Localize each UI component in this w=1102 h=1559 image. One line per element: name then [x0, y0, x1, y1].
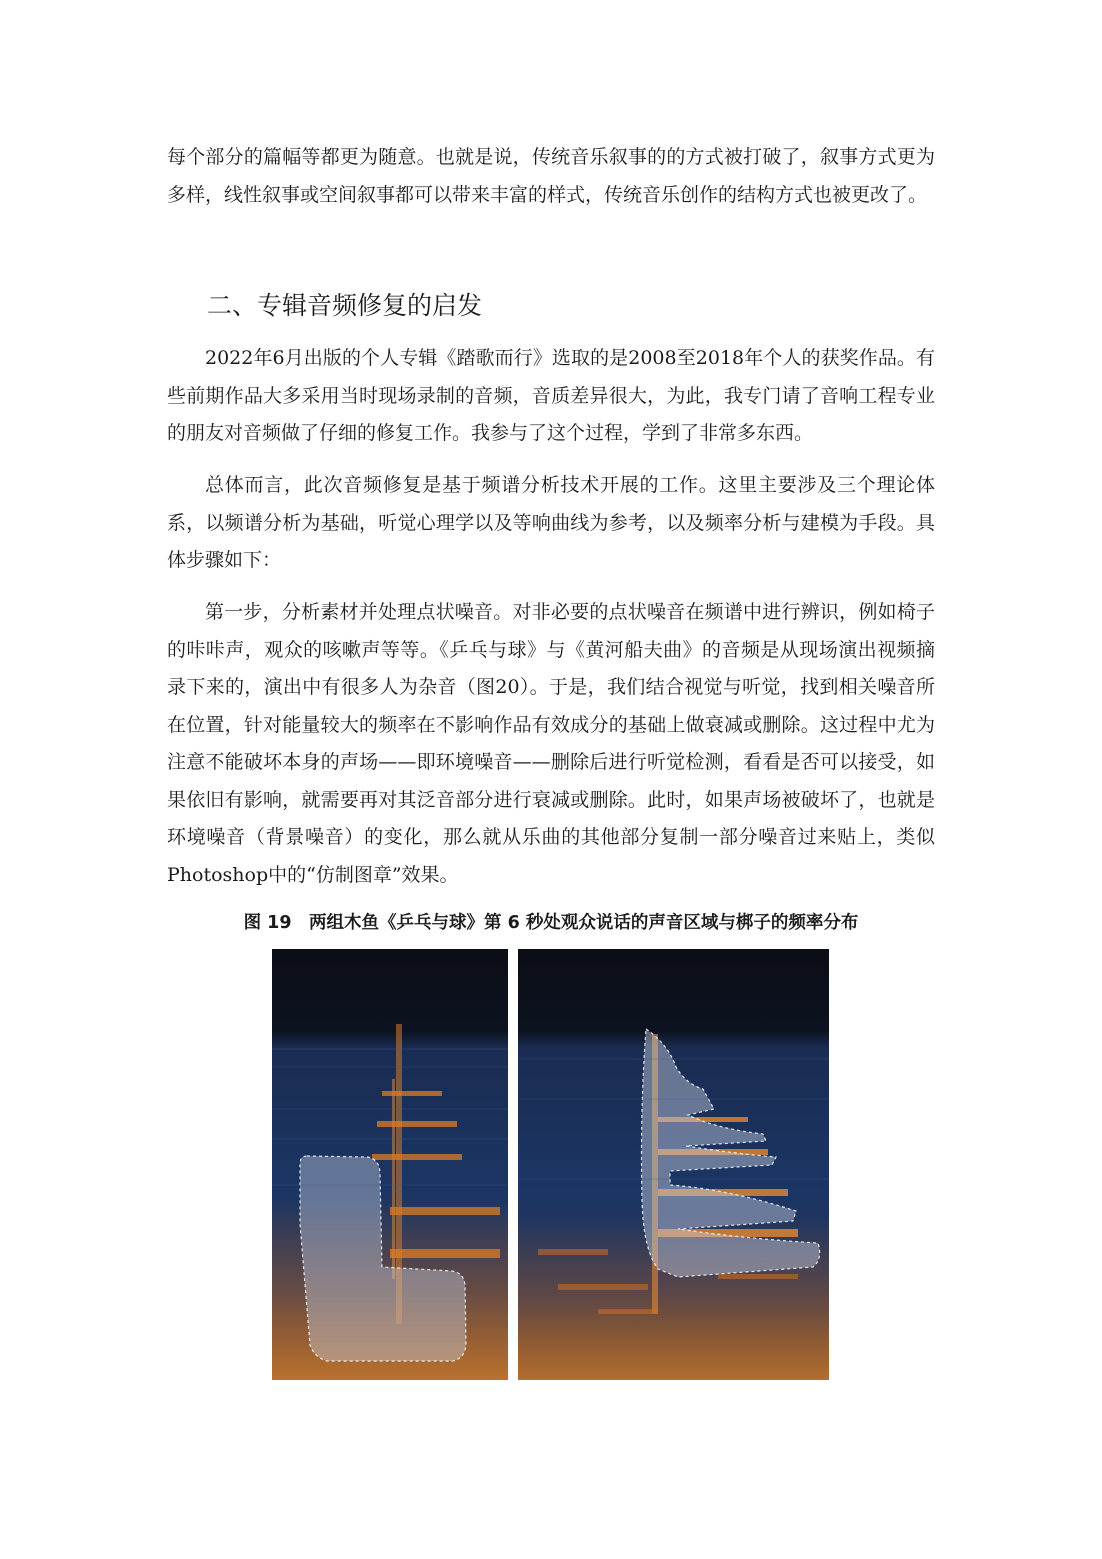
section-heading: 二、专辑音频修复的启发	[207, 291, 483, 320]
paragraph-album: 2022年6月出版的个人专辑《踏歌而行》选取的是2008至2018年个人的获奖作品。有些前期作品大多采用当时现场录制的音频，音质差异很大，为此，我专门请了音响工程专业的朋友对音频做了仔细的修复工作。我参与了这个过程，学到了非常多东西。	[167, 347, 935, 444]
paragraph-intro: 每个部分的篇幅等都更为随意。也就是说，传统音乐叙事的的方式被打破了，叙事方式更为多样，线性叙事或空间叙事都可以带来丰富的样式，传统音乐创作的结构方式也被更改了。	[167, 146, 935, 206]
paragraph-overall: 总体而言，此次音频修复是基于频谱分析技术开展的工作。这里主要涉及三个理论体系，以频谱分析为基础，听觉心理学以及等响曲线为参考，以及频率分析与建模为手段。具体步骤如下：	[167, 474, 935, 571]
spectrogram-right-graphic	[518, 949, 829, 1380]
spectrogram-left	[272, 949, 508, 1380]
spectrogram-right	[518, 949, 829, 1380]
figure-caption: 图 19 两组木鱼《乒乓与球》第 6 秒处观众说话的声音区域与梆子的频率分布	[243, 913, 859, 933]
spectrogram-left-graphic	[272, 949, 508, 1380]
paragraph-step1: 第一步，分析素材并处理点状噪音。对非必要的点状噪音在频谱中进行辨识，例如椅子的咔咔声，观众的咳嗽声等等。《乒乓与球》与《黄河船夫曲》的音频是从现场演出视频摘录下来的，演出中有很多人为杂音（图20）。于是，我们结合视觉与听觉，找到相关噪音所在位置，针对能量较大的频率在不影响作品有效成分的基础上做衰减或删除。这过程中尤为注意不能破坏本身的声场——即环境噪音——删除后进行听觉检测，看看是否可以接受，如果依旧有影响，就需要再对其泛音部分进行衰减或删除。此时，如果声场被破坏了，也就是环境噪音（背景噪音）的变化，那么就从乐曲的其他部分复制一部分噪音过来贴上，类似Photoshop中的“仿制图章”效果。	[167, 601, 935, 886]
